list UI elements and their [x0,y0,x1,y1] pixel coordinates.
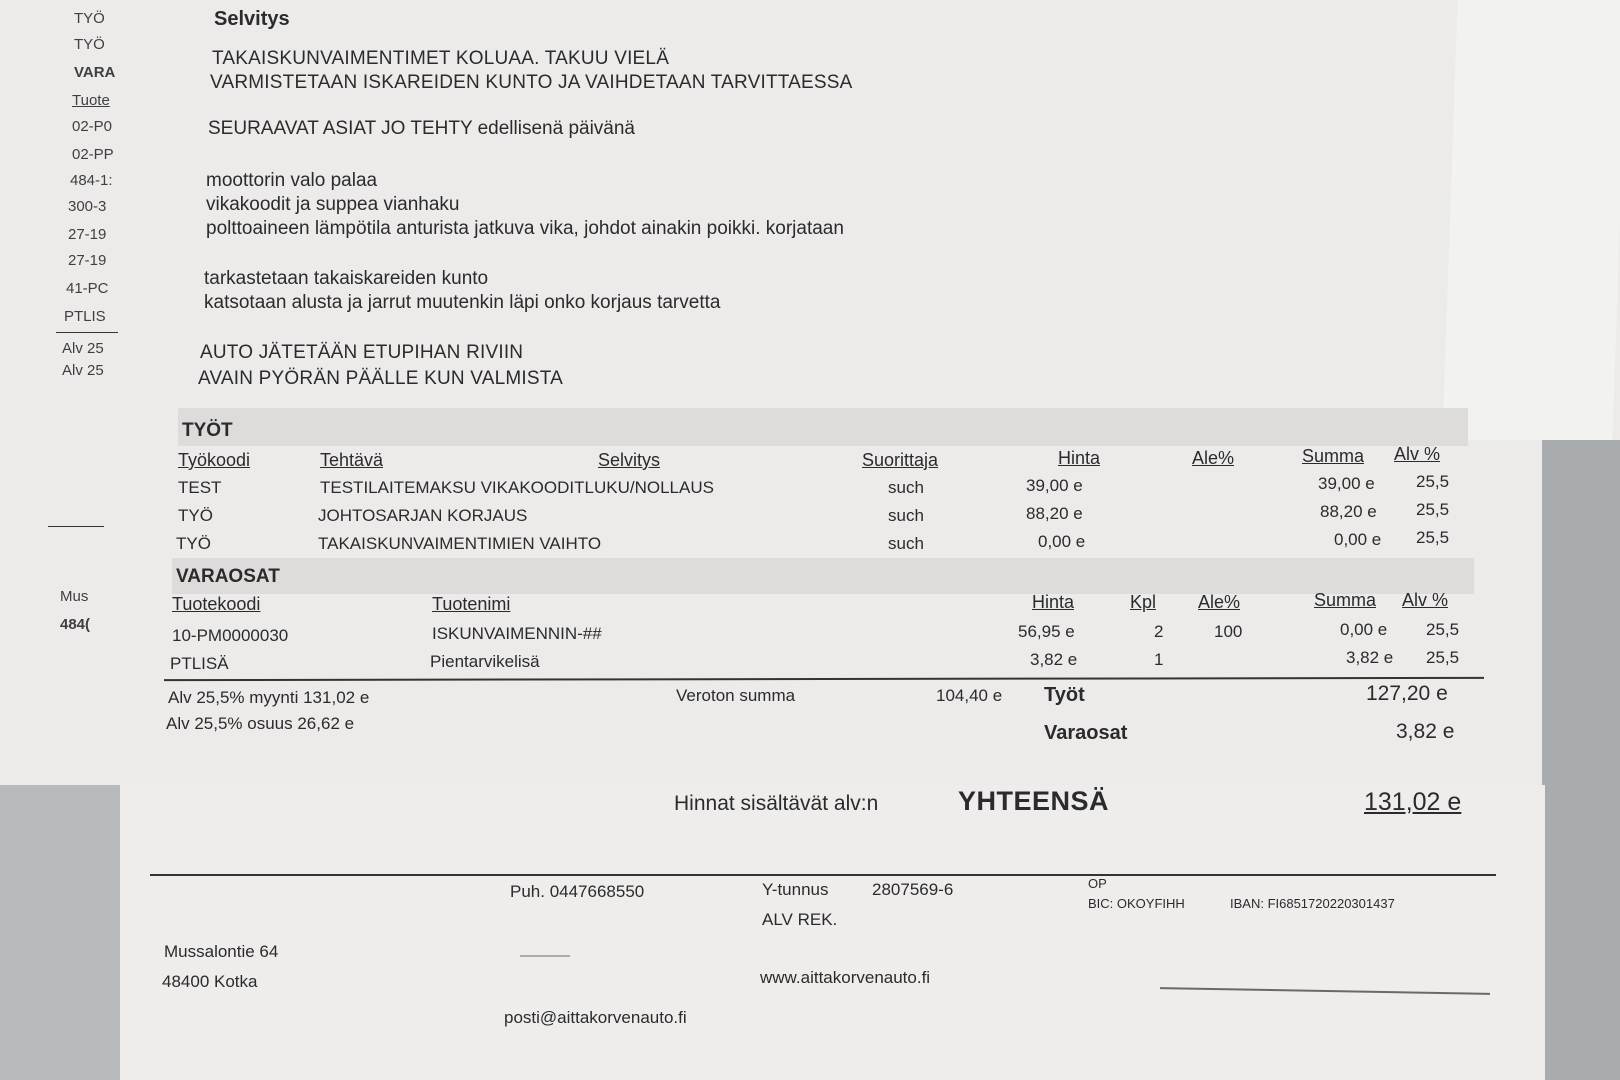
address-street: Mussalontie 64 [164,942,279,961]
margin-code: TYÖ [74,36,105,53]
ytunnus-label: Y-tunnus [762,880,829,899]
selvitys-line: katsotaan alusta ja jarrut muutenkin läpi onko korjaus tarvetta [204,292,721,313]
vat-sales-line: Alv 25,5% myynti 131,02 e [168,688,370,707]
varaosat-total-value: 3,82 e [1396,720,1455,743]
selvitys-title: Selvitys [214,8,290,30]
tyot-section-title: TYÖT [182,420,233,441]
cell-sum: 0,00 e [1340,620,1388,639]
taxfree-value: 104,40 e [936,686,1003,705]
paper-lower [120,785,1545,1080]
col-header-ale: Ale% [1198,592,1241,612]
company-email: posti@aittakorvenauto.fi [504,1008,687,1027]
cell-sum: 39,00 e [1318,474,1375,493]
cell-name: ISKUNVAIMENNIN-## [432,624,602,643]
cell-price: 88,20 e [1026,504,1083,523]
margin-code: Mus [60,588,89,605]
company-website: www.aittakorvenauto.fi [760,968,931,987]
col-header-summa: Summa [1314,590,1377,610]
selvitys-line: moottorin valo palaa [206,170,378,191]
varaosat-section-band [172,558,1474,594]
col-header-summa: Summa [1302,446,1365,466]
cell-sum: 0,00 e [1334,530,1382,549]
prices-include-vat: Hinnat sisältävät alv:n [674,792,879,815]
col-header-tuotenimi: Tuotenimi [432,594,511,614]
margin-code: Tuote [72,92,110,109]
col-header-tehtava: Tehtävä [320,450,384,470]
bank-name: OP [1088,876,1107,891]
grand-total-label: YHTEENSÄ [958,786,1110,816]
cell-name: Pientarvikelisä [430,652,540,671]
cell-vat: 25,5 [1426,648,1460,667]
col-header-alv: Alv % [1394,444,1441,464]
cell-price: 0,00 e [1038,532,1086,551]
margin-code: VARA [74,64,116,81]
selvitys-line: tarkastetaan takaiskareiden kunto [204,268,489,289]
vat-share-line: Alv 25,5% osuus 26,62 e [166,714,355,733]
cell-by: such [888,506,924,525]
margin-code: Alv 25 [62,340,104,357]
table-surface [1542,440,1620,1080]
cell-task: TAKAISKUNVAIMENTIMIEN VAIHTO [318,534,602,553]
col-header-selvitys: Selvitys [598,450,661,470]
col-header-ale: Ale% [1192,448,1235,468]
selvitys-line: SEURAAVAT ASIAT JO TEHTY edellisenä päivänä [208,118,635,139]
col-header-kpl: Kpl [1130,592,1157,612]
company-phone: Puh. 0447668550 [510,882,645,901]
bank-bic: BIC: OKOYFIHH [1088,896,1185,911]
cell-vat: 25,5 [1426,620,1460,639]
bank-iban: IBAN: FI6851720220301437 [1230,896,1395,911]
margin-code: 02-P0 [72,118,113,135]
margin-code: 41-PC [66,280,109,297]
margin-code: TYÖ [74,10,105,27]
cell-code: TYÖ [178,506,213,525]
cell-price: 39,00 e [1026,476,1083,495]
cell-qty: 1 [1154,650,1164,669]
margin-code: 484-1: [70,172,113,189]
cell-code: PTLISÄ [170,654,229,673]
footer-rule [150,874,1496,876]
cell-vat: 25,5 [1416,528,1450,547]
tyot-section-band [178,408,1468,446]
cell-price: 56,95 e [1018,622,1075,641]
cell-code: 10-PM0000030 [172,626,289,645]
col-header-suorittaja: Suorittaja [862,450,939,470]
varaosat-total-label: Varaosat [1044,722,1128,744]
cell-by: such [888,478,924,497]
address-city: 48400 Kotka [162,972,258,991]
margin-code: 484( [60,616,91,633]
margin-code: 27-19 [68,226,107,243]
cell-qty: 2 [1154,622,1164,641]
cell-price: 3,82 e [1030,650,1078,669]
selvitys-line: TAKAISKUNVAIMENTIMET KOLUAA. TAKUU VIELÄ [212,48,670,69]
margin-divider [56,332,118,333]
taxfree-label: Veroton summa [676,686,796,705]
cell-code: TYÖ [176,534,211,553]
cell-code: TEST [178,478,222,497]
margin-divider [48,526,104,527]
cell-task: TESTILAITEMAKSU VIKAKOODITLUKU/NOLLAUS [320,478,714,497]
cell-task: JOHTOSARJAN KORJAUS [318,506,528,525]
ytunnus-value: 2807569-6 [872,880,954,899]
selvitys-line: VARMISTETAAN ISKAREIDEN KUNTO JA VAIHDETAAN TARVITTAESSA [210,72,853,93]
tyot-total-value: 127,20 e [1366,682,1448,705]
table-surface-left [0,785,120,1080]
margin-code: Alv 25 [62,362,104,379]
selvitys-line: polttoaineen lämpötila anturista jatkuva vika, johdot ainakin poikki. korjataan [206,218,844,239]
col-header-alv: Alv % [1402,590,1449,610]
pencil-mark [520,955,570,957]
col-header-tuotekoodi: Tuotekoodi [172,594,261,614]
col-header-hinta: Hinta [1058,448,1101,468]
cell-vat: 25,5 [1416,472,1450,491]
paper-sheet-right [1442,0,1620,440]
cell-sum: 88,20 e [1320,502,1377,521]
selvitys-line: vikakoodit ja suppea vianhaku [206,194,460,215]
margin-code: 300-3 [68,198,107,215]
varaosat-section-title: VARAOSAT [176,566,280,587]
selvitys-line: AUTO JÄTETÄÄN ETUPIHAN RIVIIN [200,342,524,363]
col-header-hinta: Hinta [1032,592,1075,612]
cell-sum: 3,82 e [1346,648,1394,667]
cell-by: such [888,534,924,553]
tyot-total-label: Työt [1044,684,1085,706]
cell-vat: 25,5 [1416,500,1450,519]
alv-rek: ALV REK. [762,910,838,929]
cell-discount: 100 [1214,622,1243,641]
selvitys-line: AVAIN PYÖRÄN PÄÄLLE KUN VALMISTA [198,368,564,389]
margin-code: 02-PP [72,146,114,163]
margin-code: PTLIS [64,308,106,325]
grand-total-value: 131,02 e [1364,788,1462,816]
margin-code: 27-19 [68,252,107,269]
col-header-tyokoodi: Työkoodi [178,450,251,470]
